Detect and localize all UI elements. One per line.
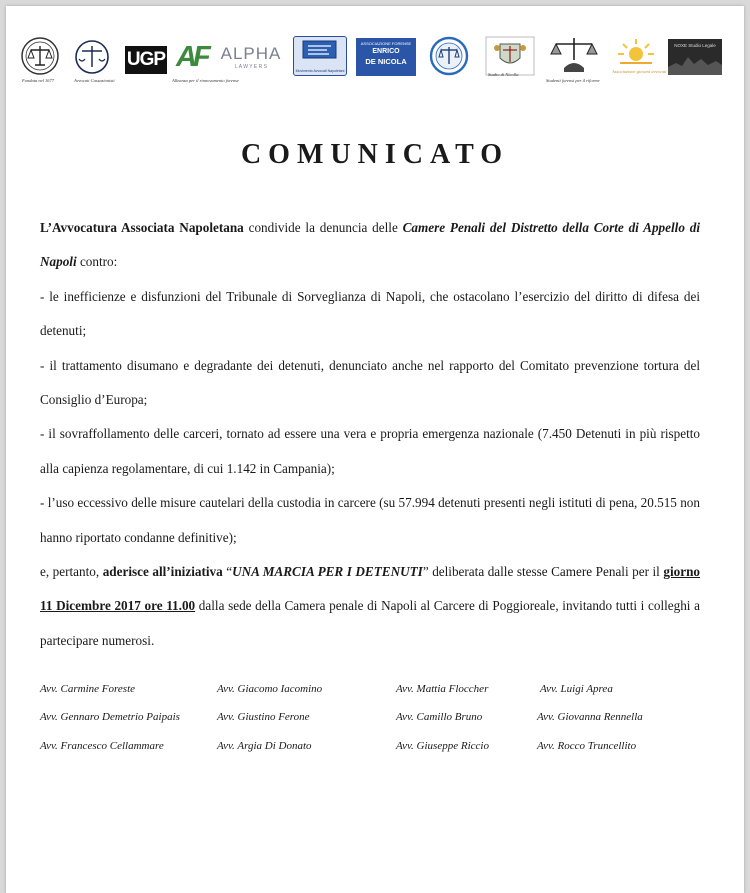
signatory: Avv. Francesco Cellammare [40, 740, 164, 752]
logo-caption: Associazione giovani avvocati [612, 69, 667, 74]
communique-body [40, 211, 700, 658]
signatory: Avv. Giovanna Rennella [537, 711, 643, 723]
logo-caption: Studenti forensi per il riforme [546, 78, 600, 83]
ugp-logo: UGP [125, 46, 167, 74]
event-date: giorno 11 Dicembre 2017 ore 11.00 [40, 564, 701, 614]
heraldic-crest-logo [485, 36, 535, 76]
round-scales-logo [72, 40, 112, 76]
logo-caption: Alleanza per il rinnovamento forense [172, 78, 239, 83]
point-item: - l’uso eccessivo delle misure cautelari della custodia in carcere (su 57.994 detenuti presenti negli istituti di pena, 20.515 non hanno riportato condanne definitive); [40, 495, 700, 545]
signatory: Avv. Giustino Ferone [217, 711, 310, 723]
camere-penali-name: Camere Penali del Distretto della Corte di Appello di Napoli [40, 220, 701, 270]
intro-paragraph: L’Avvocatura Associata Napoletana condivide la denuncia delle Camere Penali del Distretto della Corte di Appello di Napoli contro: [40, 220, 701, 270]
monitor-icon [294, 37, 345, 63]
af-logo: AF [176, 41, 207, 73]
signatory: Avv. Giuseppe Riccio [396, 740, 489, 752]
logo-strip [6, 6, 744, 96]
signatory: Avv. Carmine Foreste [40, 683, 136, 695]
sun-logo [614, 36, 658, 70]
blue-scales-logo [429, 36, 469, 76]
document-page [6, 6, 744, 893]
noxe-logo: NOXE Studio Legale [668, 39, 722, 75]
logo-caption: Avvocati Cassazionisti [74, 78, 115, 83]
closing-paragraph: e, pertanto, aderisce all’iniziativa “UNA MARCIA PER I DETENUTI” deliberata dalle stesse Camere Penali per il giorno 11 Dicembre 2017 ore 11.00 dalla sede della Camera penale di Napoli al Carcere di Poggioreale, invitando tutti i colleghi a partecipare numerosi. [40, 564, 701, 648]
point-item: - il trattamento disumano e degradante dei detenuti, denunciato anche nel rapporto del Comitato prevenzione tortura del Consiglio d’Europa; [40, 357, 700, 408]
movement-logo: Movimento Avvocati Napoletani [293, 36, 347, 76]
signatory: Avv. Argia Di Donato [217, 740, 312, 752]
march-name: UNA MARCIA PER I DETENUTI [232, 564, 423, 580]
signatory: Avv. Giacomo Iacomino [217, 683, 323, 695]
org-name: L’Avvocatura Associata Napoletana [40, 220, 244, 235]
page-title: COMUNICATO [240, 139, 510, 170]
signatory: Avv. Camillo Bruno [396, 711, 483, 723]
hand-scales-logo [546, 34, 602, 76]
point-item: - le inefficienze e disfunzioni del Tribunale di Sorveglianza di Napoli, che ostacolano l’esercizio del diritto di difesa dei detenuti; [40, 288, 700, 339]
signatory: Avv. Luigi Aprea [540, 683, 613, 695]
alpha-lawyers-logo: ALPHA L A W Y E R S [220, 44, 282, 70]
scales-seal-logo [20, 36, 60, 76]
signatory: Avv. Gennaro Demetrio Paipais [40, 711, 180, 723]
point-item: - il sovraffollamento delle carceri, tornato ad essere una vera e propria emergenza nazionale (7.450 Detenuti in più rispetto alla capienza regolamentare, di cui 1.142 in Campania); [40, 426, 700, 476]
skyline-icon [668, 49, 722, 75]
signatory: Avv. Mattia Floccher [396, 683, 489, 695]
logo-caption: Fondata nel 1677 [22, 78, 54, 83]
signatory: Avv. Rocco Truncellito [537, 740, 637, 752]
enrico-de-nicola-logo: ASSOCIAZIONE FORENSE ENRICO DE NICOLA [356, 38, 416, 76]
logo-caption: Studio di Nicolla [488, 72, 519, 77]
